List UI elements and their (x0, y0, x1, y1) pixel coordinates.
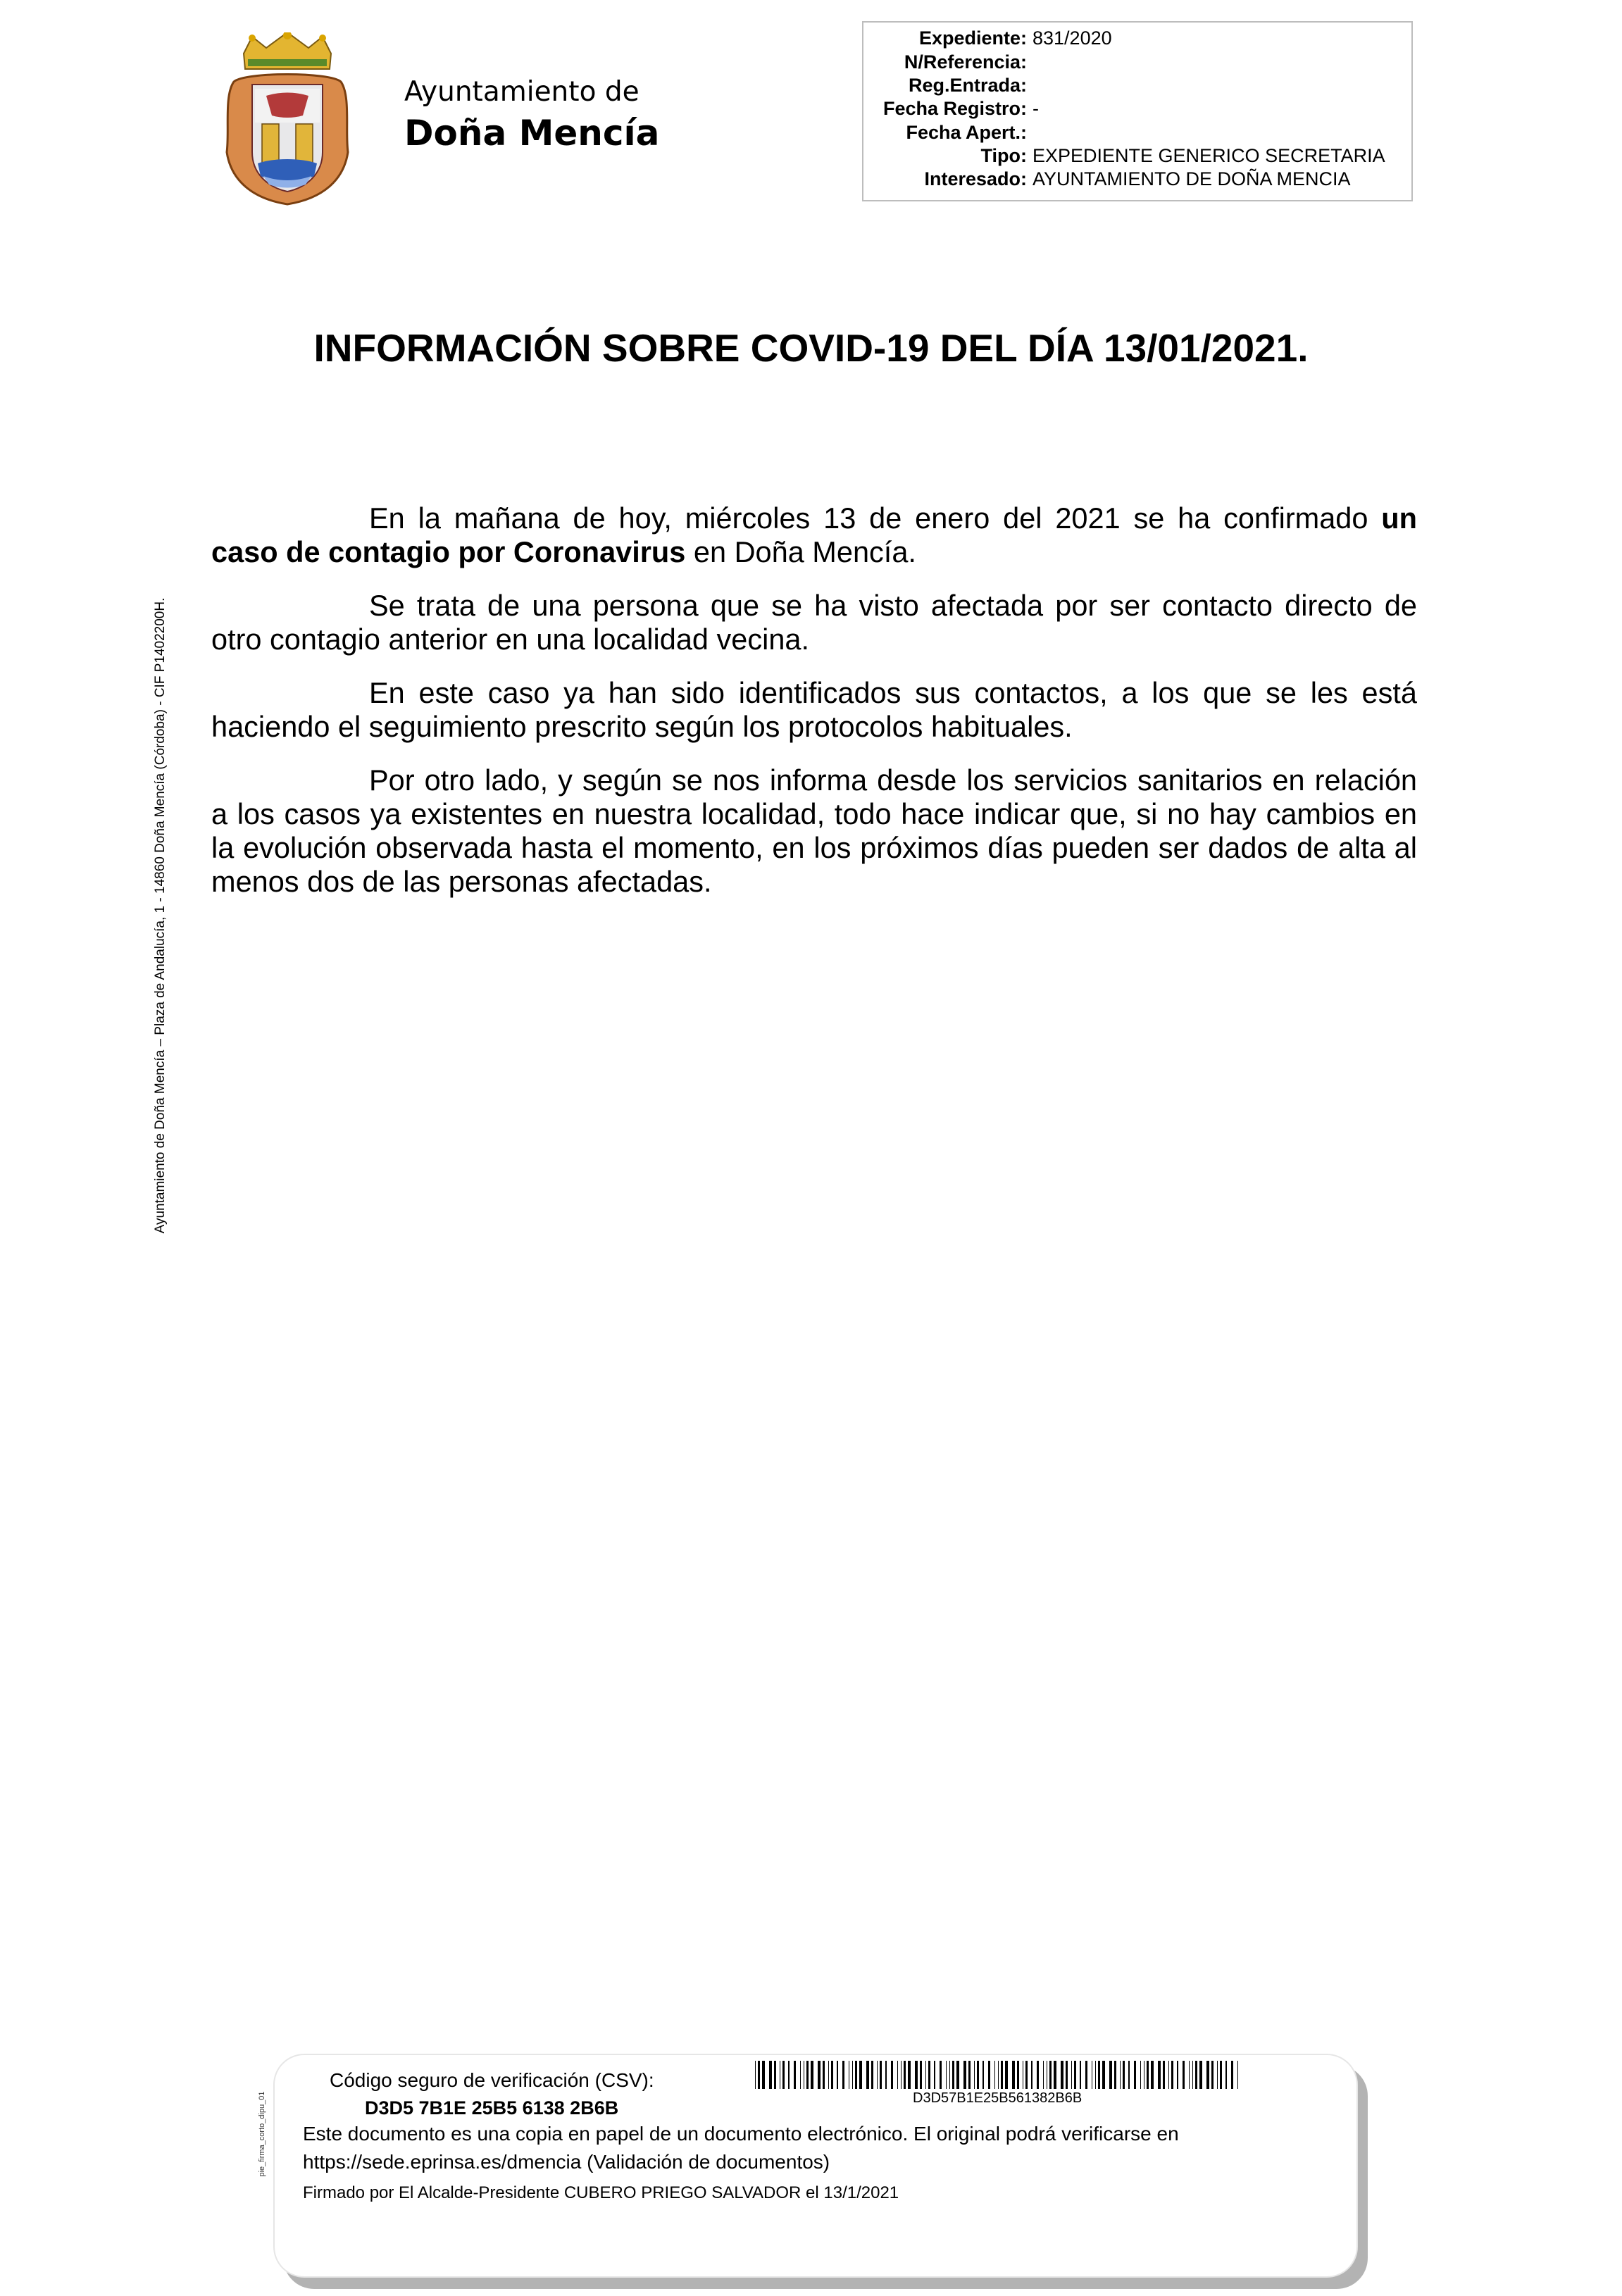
meta-label: Expediente: (918, 27, 1027, 49)
barcode-bar (866, 2061, 869, 2089)
barcode-bar (762, 2061, 765, 2089)
meta-label: Interesado: (924, 168, 1027, 189)
paragraph-1-text-a: En la mañana de hoy, miércoles 13 de enero del 2021 se ha confirmado (369, 501, 1382, 535)
barcode-bar (956, 2061, 959, 2089)
side-address-text: Ayuntamiento de Doña Mencía – Plaza de Andalucía, 1 - 14860 Doña Mencía (Córdoba) - CIF P1402200H. (153, 597, 168, 1234)
barcode-bar (904, 2061, 906, 2089)
meta-value: 831/2020 (1033, 27, 1112, 49)
meta-row-interesado (863, 168, 1413, 191)
barcode-bar (901, 2061, 902, 2089)
barcode-bar (828, 2061, 829, 2089)
barcode-bar (1114, 2061, 1116, 2089)
meta-value: AYUNTAMIENTO DE DOÑA MENCIA (1033, 168, 1351, 189)
barcode-bar (1177, 2061, 1178, 2089)
meta-label: Fecha Registro: (882, 98, 1027, 119)
paragraph-1-bold: un caso de contagio por Coronavirus (211, 501, 1417, 568)
barcode-bar (818, 2061, 821, 2089)
meta-row-tipo (863, 144, 1413, 168)
meta-label: N/Referencia: (904, 51, 1027, 73)
barcode-bar (1054, 2061, 1056, 2089)
csv-code: D3D5 7B1E 25B5 6138 2B6B (365, 2097, 619, 2119)
meta-row-reg-entrada (863, 74, 1413, 97)
signature-line: Firmado por El Alcalde-Presidente CUBERO PRIEGO SALVADOR el 13/1/2021 (303, 2183, 899, 2202)
barcode-bar (769, 2061, 772, 2089)
barcode-bar (880, 2061, 882, 2089)
meta-label: Tipo: (980, 145, 1027, 166)
copy-notice-line1: Este documento es una copia en papel de un documento electrónico. El original podrá verificarse en (303, 2123, 1179, 2145)
barcode-bar (925, 2061, 926, 2089)
barcode-bar (1001, 2061, 1003, 2089)
barcode-bar (920, 2061, 922, 2089)
barcode-bar (1199, 2061, 1202, 2089)
barcode-bar (998, 2061, 999, 2089)
barcode-bar (1049, 2061, 1052, 2089)
barcode-bar (1168, 2061, 1169, 2089)
org-name-line1: Ayuntamiento de (404, 76, 640, 108)
barcode-bar (823, 2061, 825, 2089)
paragraph-1 (211, 501, 1417, 569)
barcode-bar (1206, 2061, 1209, 2089)
barcode-bar (940, 2061, 942, 2089)
barcode-bar (855, 2061, 857, 2089)
meta-row-fecha-registro (863, 97, 1413, 120)
barcode-bar (1231, 2061, 1233, 2089)
barcode-icon (755, 2061, 1241, 2089)
barcode-bar (1012, 2061, 1015, 2089)
file-metadata-box (862, 21, 1413, 201)
barcode-bar (774, 2061, 776, 2089)
barcode-bar (1031, 2061, 1033, 2089)
barcode-bar (831, 2061, 833, 2089)
barcode-bar (1071, 2061, 1072, 2089)
barcode-bar (1066, 2061, 1068, 2089)
barcode-bar (1128, 2061, 1130, 2089)
barcode-bar (1163, 2061, 1165, 2089)
document-title: INFORMACIÓN SOBRE COVID-19 DEL DÍA 13/01/2021. (313, 326, 1309, 370)
barcode-bar (915, 2061, 918, 2089)
barcode-bar (1189, 2061, 1190, 2089)
document-body (211, 501, 1417, 918)
barcode-bar (982, 2061, 984, 2089)
barcode-bar (1095, 2061, 1096, 2089)
barcode-bar (1109, 2061, 1112, 2089)
barcode-bar (946, 2061, 947, 2089)
barcode-bar (1025, 2061, 1028, 2089)
barcode-bar (1134, 2061, 1136, 2089)
barcode-bar (1043, 2061, 1044, 2089)
barcode-bar (897, 2061, 898, 2089)
barcode-bar (1017, 2061, 1019, 2089)
csv-label: Código seguro de verificación (CSV): (330, 2069, 654, 2091)
barcode-bar (859, 2061, 862, 2089)
barcode-bar (837, 2061, 838, 2089)
barcode-bar (885, 2061, 887, 2089)
barcode-bar (963, 2061, 966, 2089)
barcode-bar (755, 2061, 756, 2089)
barcode-bar (877, 2061, 878, 2089)
barcode-bar (994, 2061, 995, 2089)
barcode-bar (1098, 2061, 1100, 2089)
barcode-bar (1147, 2061, 1149, 2089)
barcode-bar (1102, 2061, 1105, 2089)
barcode-bar (1151, 2061, 1154, 2089)
barcode-bar (1123, 2061, 1125, 2089)
barcode-bar (1217, 2061, 1218, 2089)
barcode-bar (977, 2061, 979, 2089)
barcode-bar (788, 2061, 790, 2089)
meta-label: Fecha Apert.: (906, 122, 1027, 143)
barcode-bar (758, 2061, 760, 2089)
barcode-text: D3D57B1E25B561382B6B (913, 2090, 1083, 2106)
barcode-bar (1005, 2061, 1008, 2089)
barcode-bar (852, 2061, 853, 2089)
barcode-bar (952, 2061, 954, 2089)
barcode-bar (782, 2061, 785, 2089)
barcode-bar (1080, 2061, 1081, 2089)
barcode-bar (1237, 2061, 1238, 2089)
barcode-bar (1211, 2061, 1214, 2089)
barcode-bar (949, 2061, 950, 2089)
barcode-bar (1085, 2061, 1087, 2089)
barcode-bar (811, 2061, 813, 2089)
meta-value: - (1033, 98, 1039, 119)
barcode-bar (1225, 2061, 1227, 2089)
barcode-bar (1061, 2061, 1063, 2089)
barcode-bar (1183, 2061, 1185, 2089)
barcode-bar (794, 2061, 796, 2089)
coat-of-arms-icon (224, 32, 351, 206)
barcode-bar (1074, 2061, 1076, 2089)
barcode-bar (928, 2061, 930, 2089)
meta-label: Reg.Entrada: (908, 75, 1027, 96)
footer-template-code: pie_firma_corto_dipu_01 (258, 2091, 266, 2177)
barcode-bar (800, 2061, 801, 2089)
barcode-bar (934, 2061, 935, 2089)
paragraph-1-text-b: en Doña Mencía. (685, 535, 916, 568)
copy-notice-line2[interactable]: https://sede.eprinsa.es/dmencia (Validación de documentos) (303, 2151, 830, 2173)
org-name-line2: Doña Mencía (404, 113, 660, 154)
barcode-bar (974, 2061, 975, 2089)
barcode-bar (1195, 2061, 1197, 2089)
barcode-bar (871, 2061, 873, 2089)
paragraph-3: En este caso ya han sido identificados sus contactos, a los que se les está haciendo el seguimiento prescrito según los protocolos habituales. (211, 676, 1417, 743)
meta-value: EXPEDIENTE GENERICO SECRETARIA (1033, 145, 1385, 166)
barcode-bar (842, 2061, 844, 2089)
meta-row-referencia (863, 51, 1413, 74)
barcode-bar (1158, 2061, 1161, 2089)
barcode-bar (1220, 2061, 1222, 2089)
barcode-bar (1140, 2061, 1141, 2089)
paragraph-2: Se trata de una persona que se ha visto afectada por ser contacto directo de otro contagio anterior en una localidad vecina. (211, 589, 1417, 656)
barcode-bar (988, 2061, 990, 2089)
barcode-bar (908, 2061, 911, 2089)
meta-row-fecha-apert (863, 121, 1413, 144)
barcode-bar (968, 2061, 971, 2089)
barcode-bar (806, 2061, 809, 2089)
barcode-bar (891, 2061, 893, 2089)
barcode-bar (1171, 2061, 1173, 2089)
barcode-bar (1192, 2061, 1193, 2089)
meta-row-expediente (863, 27, 1413, 50)
barcode-bar (1120, 2061, 1121, 2089)
paragraph-4: Por otro lado, y según se nos informa desde los servicios sanitarios en relación a los casos ya existentes en nuestra localidad, todo hace indicar que, si no hay cambios en la evolución observada hasta el momento, en los próximos días pueden ser dados de alta al menos dos de las personas afectadas. (211, 763, 1417, 898)
barcode-bar (1037, 2061, 1039, 2089)
